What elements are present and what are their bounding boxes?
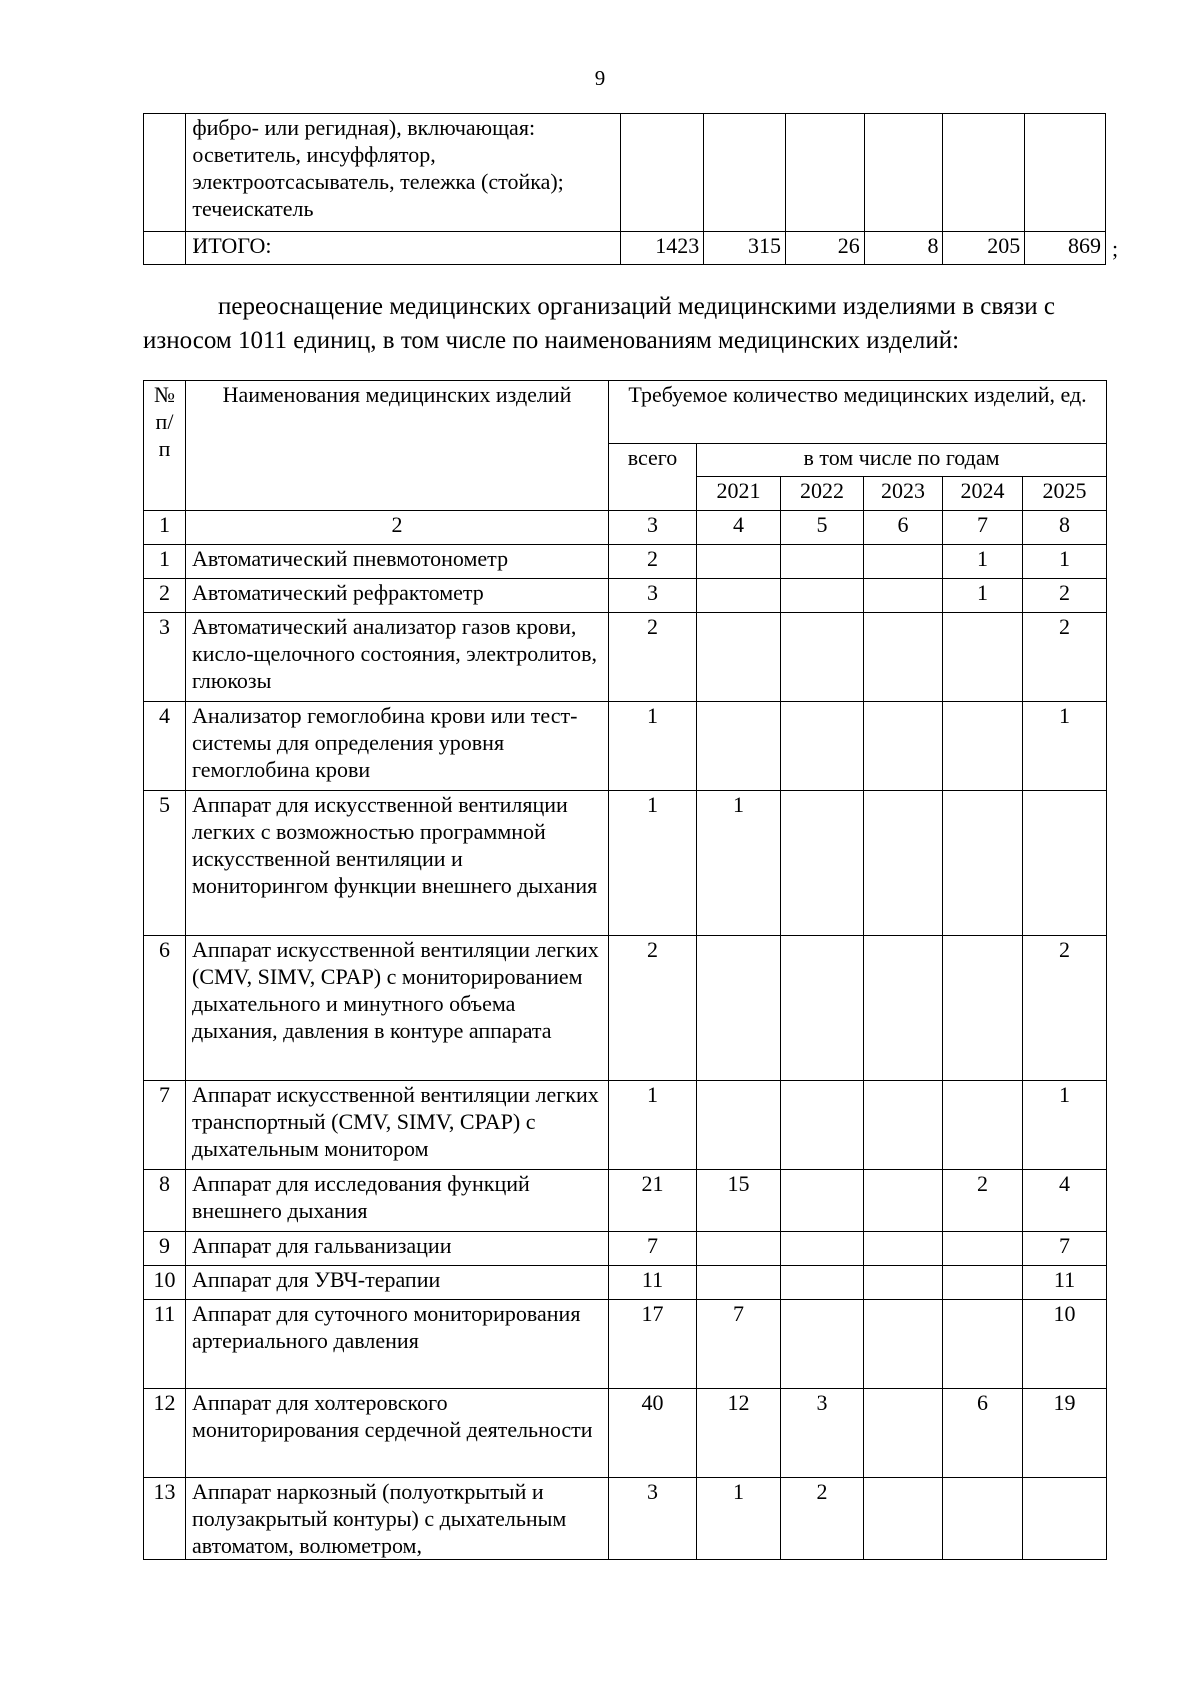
table-row xyxy=(144,545,1107,579)
device-name: Аппарат для исследования функций внешнего дыхания xyxy=(186,1170,609,1232)
table-row xyxy=(144,1478,1107,1560)
year-cell xyxy=(943,613,1023,702)
row-number: 1 xyxy=(144,545,186,579)
row-number: 8 xyxy=(144,1170,186,1232)
total-cell: 7 xyxy=(609,1232,697,1266)
total-cell: 1 xyxy=(609,702,697,791)
year-cell xyxy=(943,936,1023,1081)
total-value: 869 xyxy=(1025,232,1106,265)
year-cell xyxy=(864,791,943,936)
row-number: 5 xyxy=(144,791,186,936)
total-value: 8 xyxy=(864,232,943,265)
year-cell xyxy=(864,613,943,702)
row-number: 7 xyxy=(144,1081,186,1170)
year-cell xyxy=(864,579,943,613)
row-number: 3 xyxy=(144,613,186,702)
device-name: Аппарат искусственной вентиляции легких транспортный (CMV, SIMV, CPAP) с дыхательным монитором xyxy=(186,1081,609,1170)
year-cell xyxy=(781,545,864,579)
year-cell xyxy=(697,545,781,579)
year-cell xyxy=(943,1081,1023,1170)
device-name: Аппарат искусственной вентиляции легких (CMV, SIMV, CPAP) с мониторированием дыхательного и минутного объема дыхания, давления в контуре аппарата xyxy=(186,936,609,1081)
page-number: 9 xyxy=(594,66,606,90)
year-cell: 7 xyxy=(1023,1232,1107,1266)
header-year: 2025 xyxy=(1023,477,1107,511)
year-cell xyxy=(781,1300,864,1389)
year-cell xyxy=(697,1266,781,1300)
year-cell xyxy=(864,1232,943,1266)
year-cell xyxy=(943,1300,1023,1389)
year-cell xyxy=(864,1300,943,1389)
year-cell: 12 xyxy=(697,1389,781,1478)
total-cell: 40 xyxy=(609,1389,697,1478)
total-cell: 3 xyxy=(609,1478,697,1560)
year-cell xyxy=(781,1081,864,1170)
continued-table xyxy=(143,113,1106,265)
device-name: Аппарат наркозный (полуоткрытый и полузакрытый контуры) с дыхательным автоматом, волюметром, xyxy=(186,1478,609,1560)
total-row xyxy=(144,232,1106,265)
year-cell xyxy=(781,936,864,1081)
year-cell xyxy=(781,613,864,702)
total-cell: 17 xyxy=(609,1300,697,1389)
device-name: Аппарат для суточного мониторирования артериального давления xyxy=(186,1300,609,1389)
year-cell xyxy=(697,936,781,1081)
row-number: 9 xyxy=(144,1232,186,1266)
trailing-punctuation: ; xyxy=(1112,236,1119,261)
year-cell xyxy=(697,1232,781,1266)
table-row xyxy=(144,1300,1107,1389)
device-name: Автоматический пневмотонометр xyxy=(186,545,609,579)
device-name: Аппарат для гальванизации xyxy=(186,1232,609,1266)
year-cell xyxy=(864,1478,943,1560)
year-cell xyxy=(864,1170,943,1232)
year-cell: 19 xyxy=(1023,1389,1107,1478)
total-cell: 2 xyxy=(609,545,697,579)
year-cell xyxy=(864,1266,943,1300)
column-numbers-row: 1 2 3 4 5 6 7 8 xyxy=(144,511,1107,545)
year-cell xyxy=(943,791,1023,936)
row-number: 4 xyxy=(144,702,186,791)
item-name: фибро- или регидная), включающая: осветитель, инсуффлятор, электроотсасыватель, тележка (стойка); течеискатель xyxy=(186,114,621,232)
year-cell xyxy=(1023,1478,1107,1560)
row-number: 13 xyxy=(144,1478,186,1560)
year-cell xyxy=(697,702,781,791)
table-row xyxy=(144,1266,1107,1300)
year-cell: 1 xyxy=(697,1478,781,1560)
year-cell xyxy=(943,1232,1023,1266)
year-cell: 7 xyxy=(697,1300,781,1389)
header-year: 2023 xyxy=(864,477,943,511)
year-cell: 1 xyxy=(943,579,1023,613)
year-cell: 2 xyxy=(1023,579,1107,613)
year-cell xyxy=(864,545,943,579)
table-row xyxy=(144,791,1107,936)
device-name: Аппарат для искусственной вентиляции легких с возможностью программной искусственной вентиляции и мониторингом функции внешнего дыхания xyxy=(186,791,609,936)
total-value: 26 xyxy=(785,232,864,265)
header-year: 2024 xyxy=(943,477,1023,511)
total-value: 205 xyxy=(943,232,1025,265)
year-cell xyxy=(781,579,864,613)
table-row xyxy=(144,1081,1107,1170)
header-year: 2021 xyxy=(697,477,781,511)
year-cell: 4 xyxy=(1023,1170,1107,1232)
year-cell xyxy=(781,1266,864,1300)
table-row xyxy=(144,936,1107,1081)
year-cell xyxy=(864,702,943,791)
table-row xyxy=(144,579,1107,613)
year-cell xyxy=(943,702,1023,791)
header-num: № п/п xyxy=(144,381,186,511)
total-cell: 1 xyxy=(609,791,697,936)
header-required: Требуемое количество медицинских изделий, ед. xyxy=(609,381,1107,444)
year-cell xyxy=(781,791,864,936)
device-name: Аппарат для холтеровского мониторирования сердечной деятельности xyxy=(186,1389,609,1478)
year-cell xyxy=(943,1266,1023,1300)
year-cell: 1 xyxy=(697,791,781,936)
year-cell: 11 xyxy=(1023,1266,1107,1300)
total-cell: 2 xyxy=(609,613,697,702)
row-number: 6 xyxy=(144,936,186,1081)
total-cell: 21 xyxy=(609,1170,697,1232)
year-cell xyxy=(1023,791,1107,936)
row-number: 2 xyxy=(144,579,186,613)
year-cell: 1 xyxy=(943,545,1023,579)
total-cell: 3 xyxy=(609,579,697,613)
year-cell: 2 xyxy=(781,1478,864,1560)
year-cell xyxy=(864,1081,943,1170)
year-cell xyxy=(697,1081,781,1170)
header-total: всего xyxy=(609,444,697,511)
paragraph-text: переоснащение медицинских организаций медицинскими изделиями в связи с износом 1011 единиц, в том числе по наименованиям медицинских изделий: xyxy=(143,293,1055,354)
year-cell xyxy=(864,936,943,1081)
table-row xyxy=(144,1389,1107,1478)
table-row xyxy=(144,702,1107,791)
year-cell xyxy=(781,1232,864,1266)
year-cell: 3 xyxy=(781,1389,864,1478)
year-cell xyxy=(781,702,864,791)
year-cell xyxy=(943,1478,1023,1560)
paragraph xyxy=(143,290,1143,358)
year-cell xyxy=(864,1389,943,1478)
year-cell: 15 xyxy=(697,1170,781,1232)
row-number: 12 xyxy=(144,1389,186,1478)
year-cell: 2 xyxy=(943,1170,1023,1232)
year-cell xyxy=(697,579,781,613)
total-label: ИТОГО: xyxy=(186,232,621,265)
year-cell xyxy=(781,1170,864,1232)
year-cell: 2 xyxy=(1023,936,1107,1081)
devices-table xyxy=(143,380,1107,1560)
table-row xyxy=(144,1232,1107,1266)
header-year: 2022 xyxy=(781,477,864,511)
table-row xyxy=(144,114,1106,232)
table-row xyxy=(144,1170,1107,1232)
year-cell: 1 xyxy=(1023,1081,1107,1170)
header-name: Наименования медицинских изделий xyxy=(186,381,609,511)
device-name: Аппарат для УВЧ-терапии xyxy=(186,1266,609,1300)
header-by-years: в том числе по годам xyxy=(697,444,1107,477)
year-cell: 2 xyxy=(1023,613,1107,702)
row-number: 10 xyxy=(144,1266,186,1300)
year-cell: 6 xyxy=(943,1389,1023,1478)
total-cell: 2 xyxy=(609,936,697,1081)
year-cell: 1 xyxy=(1023,702,1107,791)
header-row xyxy=(144,381,1107,444)
row-number: 11 xyxy=(144,1300,186,1389)
year-cell xyxy=(697,613,781,702)
year-cell: 10 xyxy=(1023,1300,1107,1389)
total-value: 315 xyxy=(704,232,786,265)
year-cell: 1 xyxy=(1023,545,1107,579)
device-name: Автоматический рефрактометр xyxy=(186,579,609,613)
total-value: 1423 xyxy=(621,232,704,265)
total-cell: 11 xyxy=(609,1266,697,1300)
table-row xyxy=(144,613,1107,702)
total-cell: 1 xyxy=(609,1081,697,1170)
device-name: Анализатор гемоглобина крови или тест-системы для определения уровня гемоглобина крови xyxy=(186,702,609,791)
device-name: Автоматический анализатор газов крови, кисло-щелочного состояния, электролитов, глюкозы xyxy=(186,613,609,702)
